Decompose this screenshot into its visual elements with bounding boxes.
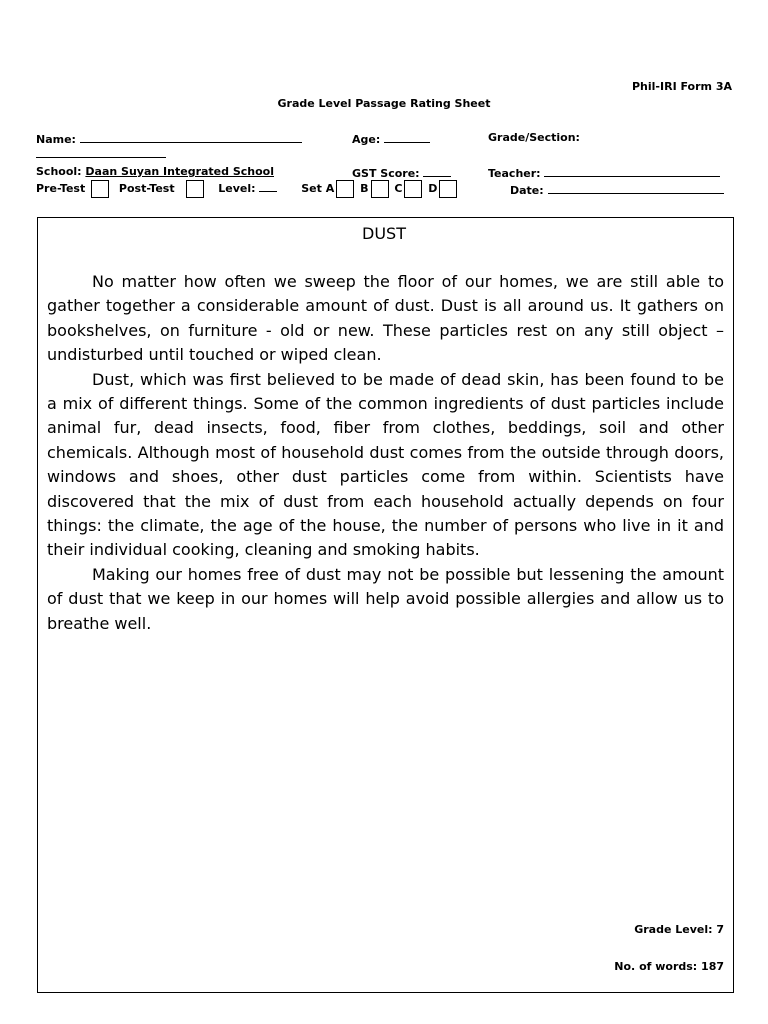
date-field[interactable] xyxy=(510,182,724,197)
name-line[interactable] xyxy=(80,131,302,143)
passage-paragraph: No matter how often we sweep the floor of our homes, we are still able to gather together a considerable amount of dust. Dust is all around us. It gathers on bookshelves, on furniture - old or new. These particles rest on any still object – undisturbed until touched or wiped clean. xyxy=(47,272,724,365)
set-b-label: B xyxy=(360,182,369,195)
test-type-row xyxy=(36,180,459,198)
set-label: Set xyxy=(301,182,322,195)
age-label: Age: xyxy=(352,133,381,146)
school-field xyxy=(36,165,274,178)
name-field[interactable] xyxy=(36,131,302,146)
school-value: Daan Suyan Integrated School xyxy=(85,165,274,178)
set-d-checkbox[interactable] xyxy=(439,180,457,198)
teacher-field[interactable] xyxy=(488,165,720,180)
set-c-label: C xyxy=(394,182,403,195)
gst-line[interactable] xyxy=(423,165,451,177)
grade-section-field[interactable] xyxy=(488,131,580,144)
date-line[interactable] xyxy=(548,182,724,194)
passage-body xyxy=(47,270,724,636)
date-label: Date: xyxy=(510,184,544,197)
sheet-title: Grade Level Passage Rating Sheet xyxy=(277,97,491,110)
age-field[interactable] xyxy=(352,131,430,146)
level-line[interactable] xyxy=(259,180,277,192)
set-a-checkbox[interactable] xyxy=(336,180,354,198)
school-label: School: xyxy=(36,165,82,178)
set-d-label: D xyxy=(428,182,438,195)
gst-field[interactable] xyxy=(352,165,451,180)
set-b-checkbox[interactable] xyxy=(371,180,389,198)
set-c-checkbox[interactable] xyxy=(404,180,422,198)
passage-title: DUST xyxy=(362,224,406,243)
grade-section-label: Grade/Section: xyxy=(488,131,580,144)
word-count: No. of words: 187 xyxy=(614,960,724,973)
posttest-checkbox[interactable] xyxy=(186,180,204,198)
level-label: Level: xyxy=(218,182,256,195)
set-a-label: A xyxy=(325,182,335,195)
passage-paragraph: Making our homes free of dust may not be possible but lessening the amount of dust that we keep in our homes will help avoid possible allergies and allow us to breathe well. xyxy=(47,564,724,633)
grade-section-continuation[interactable] xyxy=(36,146,166,161)
age-line[interactable] xyxy=(384,131,430,143)
pretest-label: Pre-Test xyxy=(36,182,86,195)
grade-section-line[interactable] xyxy=(36,146,166,158)
gst-label: GST Score: xyxy=(352,167,420,180)
teacher-line[interactable] xyxy=(544,165,720,177)
name-label: Name: xyxy=(36,133,76,146)
teacher-label: Teacher: xyxy=(488,167,541,180)
grade-level: Grade Level: 7 xyxy=(634,923,724,936)
form-code: Phil-IRI Form 3A xyxy=(632,80,732,93)
pretest-checkbox[interactable] xyxy=(91,180,109,198)
posttest-label: Post-Test xyxy=(118,182,175,195)
passage-paragraph: Dust, which was first believed to be made of dead skin, has been found to be a mix of different things. Some of the common ingredients of dust particles include animal fur, dead insects, food, fiber from clothes, beddings, soil and other chemicals. Although most of household dust comes from the outside through doors, windows and shoes, other dust particles come from within. Scientists have discovered that the mix of dust from each household actually depends on four things: the climate, the age of the house, the number of persons who live in it and their individual cooking, cleaning and smoking habits. xyxy=(47,369,724,560)
